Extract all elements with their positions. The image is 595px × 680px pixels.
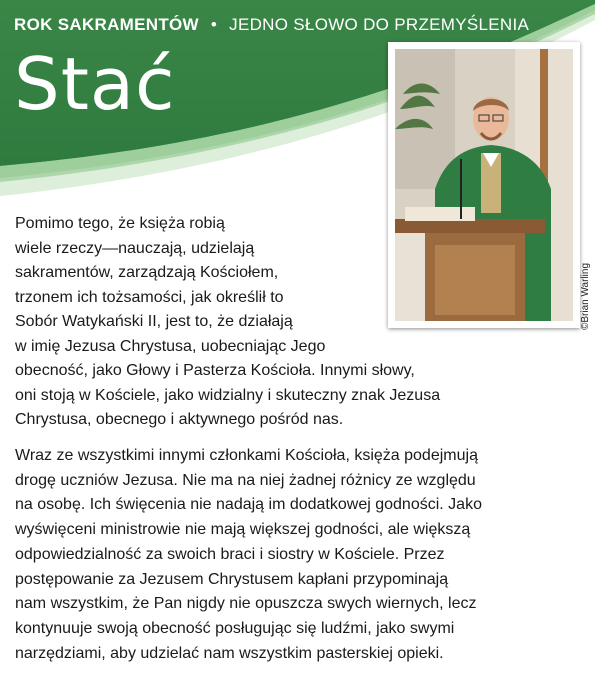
- text-line: Pomimo tego, że księża robią: [15, 215, 225, 232]
- text-line: odpowiedzialność za swoich braci i siostry w Kościele. Przez: [15, 545, 445, 563]
- text-line: Sobór Watykański II, jest to, że działają: [15, 313, 293, 330]
- subtitle-label: JEDNO SŁOWO DO PRZEMYŚLENIA: [229, 15, 530, 34]
- text-line: obecność, jako Głowy i Pasterza Kościoła. Innymi słowy,: [15, 362, 415, 379]
- text-line: na osobę. Ich święcenia nie nadają im dodatkowej godności. Jako: [15, 496, 482, 514]
- series-label: ROK SAKRAMENTÓW: [14, 15, 199, 34]
- text-line: drogę uczniów Jezusa. Nie ma na niej żadnej różnicy ze względu: [15, 471, 476, 489]
- text-line: trzonem ich tożsamości, jak określił to: [15, 288, 284, 306]
- text-line: postępowanie za Jezusem Chrystusem kapłani przypominają: [15, 570, 449, 588]
- text-line: nam wszystkim, że Pan nigdy nie opuszcza swych wiernych, lecz: [15, 595, 477, 613]
- header-kicker: [14, 15, 529, 35]
- page-title: Stać: [14, 42, 176, 126]
- text-line: wiele rzeczy—nauczają, udzielają: [15, 239, 255, 257]
- text-line: narzędziami, aby udzielać nam wszystkim pasterskiej opieki.: [15, 644, 444, 662]
- body-paragraph-2: [15, 444, 482, 666]
- text-line: kontynuuje swoją obecność posługując się ludźmi, jako swymi: [15, 619, 455, 637]
- text-line: w imię Jezusa Chrystusa, uobecniając Jego: [15, 337, 326, 355]
- text-line: Chrystusa, obecnego i aktywnego pośród nas.: [15, 411, 344, 428]
- text-line: wyświęceni ministrowie nie mają większej godności, ale większą: [15, 521, 471, 539]
- text-line: Wraz ze wszystkimi innymi członkami Kościoła, księża podejmują: [15, 447, 478, 464]
- text-line: sakramentów, zarządzają Kościołem,: [15, 264, 279, 281]
- body-paragraph-1: [15, 212, 440, 433]
- photo-credit: ©Brian Warling: [580, 262, 591, 330]
- text-line: oni stoją w Kościele, jako widzialny i skuteczny znak Jezusa: [15, 386, 441, 404]
- bullet-separator: •: [210, 15, 218, 34]
